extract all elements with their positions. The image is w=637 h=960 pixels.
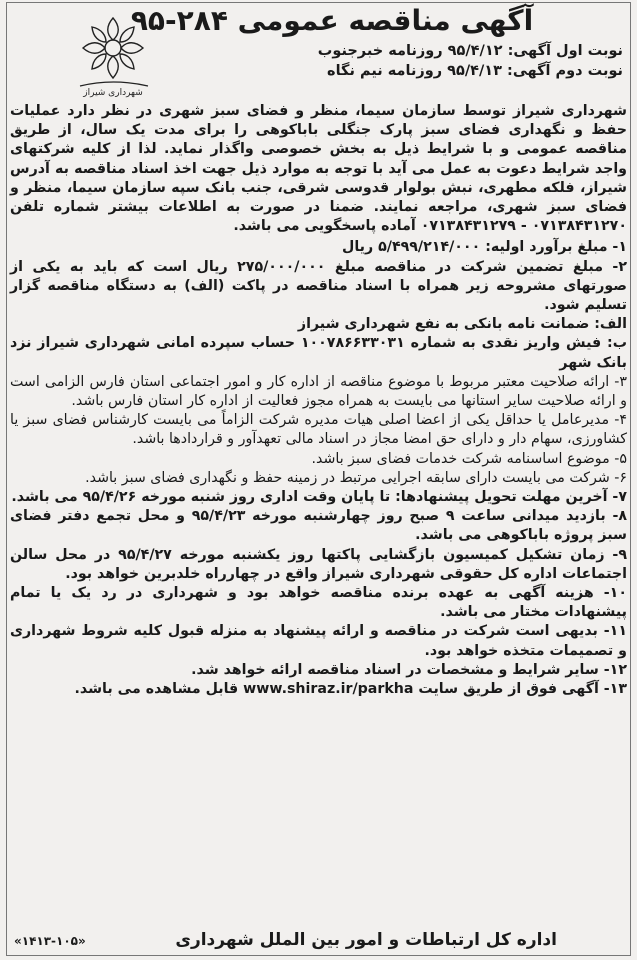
shiraz-municipality-logo-icon <box>68 12 158 98</box>
publication-first: نوبت اول آگهی: ۹۵/۴/۱۲ روزنامه خبرجنوب <box>317 43 623 59</box>
item-6: ۶- شرکت می بایست دارای سابقه اجرایی مرتبط در زمینه حفظ و نگهداری فضای سبز باشد. <box>85 469 627 486</box>
notice-border <box>6 2 631 956</box>
item-2: ۲- مبلغ تضمین شرکت در مناقصه مبلغ ۲۷۵/۰۰۰/۰۰۰ ریال است که باید به یکی از صورتهای مشروحه زیر همراه با اسناد مناقصه در پاکت (الف) به دستگاه مناقصه گزار تسلیم شود. <box>10 258 627 314</box>
item-4: ۴- مدیرعامل یا حداقل یکی از اعضا اصلی هیات مدیره شرکت الزاماً می بایست کارشناس فضای سبز یا کشاورزی، سهام دار و دارای حق امضا مجاز در اسناد مالی تعهدآور و قراردادها باشد. <box>10 412 627 448</box>
item-3: ۳- ارائه صلاحیت معتبر مربوط با موضوع مناقصه از اداره کار و امور اجتماعی استان فارس الزامی است و ارائه صلاحیت سایر استانها می بایست به همراه مجوز فعالیت از اداره کار استان فارس باشد. <box>10 373 627 410</box>
item-5: ۵- موضوع اساسنامه شرکت خدمات فضای سبز باشد. <box>311 450 627 467</box>
reference-code: «۱۴۱۳-۱۰۵» <box>14 934 86 948</box>
item-9: ۹- زمان تشکیل کمیسیون بازگشایی پاکتها روز یکشنبه مورخه ۹۵/۴/۲۷ در محل سالن اجتماعات اداره کل حقوقی شهرداری شیراز واقع در چهارراه خلدبرین خواهد بود. <box>10 546 627 582</box>
item-12: ۱۲- سایر شرایط و مشخصات در اسناد مناقصه ارائه خواهد شد. <box>191 661 627 678</box>
item-1: ۱- مبلغ برآورد اولیه: ۵/۴۹۹/۲۱۴/۰۰۰ ریال <box>342 239 627 256</box>
item-2b: ب: فیش واریز نقدی به شماره ۱۰۰۷۸۶۶۳۳۰۳۱ حساب سپرده امانی شهرداری شیراز نزد بانک شهر <box>10 335 627 371</box>
notice-footer <box>10 928 627 950</box>
item-10: ۱۰- هزینه آگهی به عهده برنده مناقصه خواهد بود و شهرداری در رد یک یا تمام پیشنهادات مختار می باشد. <box>10 585 627 621</box>
notice-title: آگهی مناقصه عمومی ۲۸۴-۹۵ <box>130 4 534 37</box>
notice-header <box>10 4 627 100</box>
item-13: ۱۳- آگهی فوق از طریق سایت www.shiraz.ir/parkha قابل مشاهده می باشد. <box>74 681 627 698</box>
item-8: ۸- بازدید میدانی ساعت ۹ صبح روز چهارشنبه مورخه ۹۵/۴/۲۳ و محل تجمع دفتر فضای سبز پروژه باباکوهی می باشد. <box>10 508 628 544</box>
item-7: ۷- آخرین مهلت تحویل پیشنهادها: تا پایان وقت اداری روز شنبه مورخه ۹۵/۴/۲۶ می باشد. <box>11 489 627 506</box>
issuing-department: اداره کل ارتباطات و امور بین الملل شهرداری <box>175 930 557 950</box>
intro-paragraph: شهرداری شیراز توسط سازمان سیما، منظر و فضای سبز شهری در نظر دارد عملیات حفظ و نگهداری فضای سبز پارک جنگلی باباکوهی را برای مدت یک سال، از طریق مناقصه عمومی و با شرایط ذیل به بخش خصوصی واگذار نماید. لذا از کلیه شرکتهای واجد شرایط دعوت به عمل می آید با توجه به موارد ذیل جهت اخذ اسناد مناقصه به آدرس شیراز، فلکه مطهری، نبش بولوار قدوسی شرقی، جنب بانک سپه سازمان سیما، منظر و فضای سبز شهری، مراجعه نمایند. ضمنا در صورت به اطلاعات بیشتر شماره تلفن ۰۷۱۳۸۴۳۱۲۷۰ - ۰۷۱۳۸۴۳۱۲۷۹ آماده پاسخگویی می باشد. <box>10 103 627 235</box>
item-2a: الف: ضمانت نامه بانکی به نفع شهرداری شیراز <box>297 316 627 333</box>
item-11: ۱۱- بدیهی است شرکت در مناقصه و ارائه پیشنهاد به منزله قبول کلیه شروط شهرداری و تصمیمات متخذه خواهد بود. <box>10 623 627 659</box>
publication-second: نوبت دوم آگهی: ۹۵/۴/۱۳ روزنامه نیم نگاه <box>327 63 623 79</box>
logo-caption: شهرداری شیراز <box>83 88 143 98</box>
